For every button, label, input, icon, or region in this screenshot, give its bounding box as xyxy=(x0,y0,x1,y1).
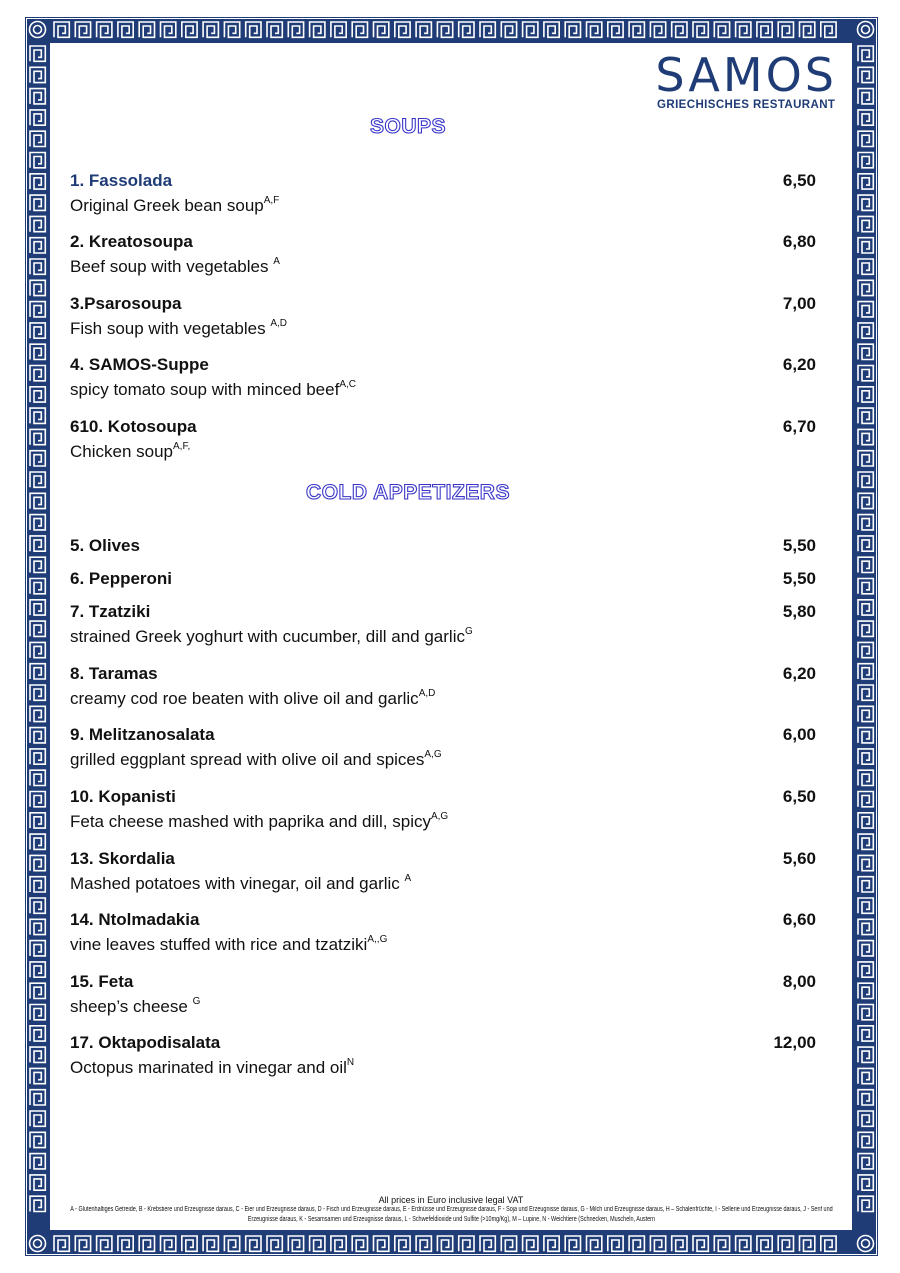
item-name: 2. Kreatosoupa xyxy=(70,232,193,251)
menu-item xyxy=(70,787,816,832)
meander-tile xyxy=(30,1068,45,1083)
meander-tile xyxy=(858,366,873,381)
meander-tile xyxy=(30,408,45,423)
allergen-codes: A,G xyxy=(430,811,449,822)
meander-tile xyxy=(331,22,346,37)
meander-tile xyxy=(310,22,325,37)
item-description: Octopus marinated in vinegar and oil xyxy=(70,1058,347,1077)
meander-tile xyxy=(858,877,873,892)
item-price: 8,00 xyxy=(782,972,816,991)
meander-tile xyxy=(858,344,873,359)
meander-tile xyxy=(672,1236,687,1251)
meander-tile xyxy=(501,22,516,37)
item-name: 15. Feta xyxy=(70,972,134,991)
item-description: Beef soup with vegetables xyxy=(70,257,274,276)
meander-tile xyxy=(523,1236,538,1251)
meander-tile xyxy=(714,1236,729,1251)
allergen-codes: A,G xyxy=(424,749,442,760)
meander-tile xyxy=(30,238,45,253)
meander-tile xyxy=(288,22,303,37)
meander-tile xyxy=(608,22,623,37)
meander-tile xyxy=(30,451,45,466)
menu-item xyxy=(70,972,816,1017)
meander-tile xyxy=(629,22,644,37)
meander-tile xyxy=(203,1236,218,1251)
meander-tile xyxy=(352,1236,367,1251)
meander-tile xyxy=(30,1175,45,1190)
corner-circle xyxy=(34,1240,42,1248)
meander-tile xyxy=(267,1236,282,1251)
item-price: 6,70 xyxy=(782,417,816,436)
meander-tile xyxy=(30,728,45,743)
meander-tile xyxy=(608,1236,623,1251)
meander-tile xyxy=(30,493,45,508)
meander-tile xyxy=(858,664,873,679)
corner-circle xyxy=(30,22,46,38)
meander-tile xyxy=(182,22,197,37)
item-price: 6,00 xyxy=(782,725,816,744)
allergen-codes: A,F, xyxy=(173,441,191,452)
meander-tile xyxy=(30,706,45,721)
meander-tile xyxy=(858,472,873,487)
meander-tile xyxy=(118,1236,133,1251)
meander-tile xyxy=(395,22,410,37)
meander-tile xyxy=(30,877,45,892)
menu-item xyxy=(70,1033,816,1078)
item-description: grilled eggplant spread with olive oil and spices xyxy=(70,750,425,769)
meander-tile xyxy=(30,941,45,956)
meander-tile xyxy=(858,153,873,168)
meander-tile xyxy=(629,1236,644,1251)
meander-tile xyxy=(650,1236,665,1251)
menu-item xyxy=(70,355,816,400)
meander-tile xyxy=(480,22,495,37)
menu-footer xyxy=(60,1195,842,1225)
meander-tile xyxy=(858,579,873,594)
meander-tile xyxy=(480,1236,495,1251)
meander-tile xyxy=(858,557,873,572)
meander-tile xyxy=(30,515,45,530)
allergen-codes: A,D xyxy=(270,318,288,329)
meander-tile xyxy=(858,216,873,231)
meander-tile xyxy=(30,259,45,274)
meander-tile xyxy=(246,22,261,37)
meander-tile xyxy=(523,22,538,37)
meander-tile xyxy=(161,22,176,37)
item-price: 5,50 xyxy=(782,536,816,555)
meander-tile xyxy=(858,387,873,402)
meander-tile xyxy=(736,22,751,37)
meander-tile xyxy=(858,1132,873,1147)
meander-tile xyxy=(437,22,452,37)
meander-tile xyxy=(821,1236,836,1251)
meander-tile xyxy=(858,792,873,807)
meander-tile xyxy=(75,22,90,37)
menu-item xyxy=(70,602,816,647)
allergen-codes: A xyxy=(273,256,280,267)
meander-tile xyxy=(544,1236,559,1251)
menu-item xyxy=(70,849,816,894)
vat-note: All prices in Euro inclusive legal VAT xyxy=(378,1195,524,1205)
meander-tile xyxy=(139,22,154,37)
item-name: 610. Kotosoupa xyxy=(70,417,197,436)
meander-tile xyxy=(182,1236,197,1251)
meander-tile xyxy=(858,408,873,423)
meander-tile xyxy=(30,89,45,104)
meander-tile xyxy=(30,46,45,61)
meander-tile xyxy=(30,1047,45,1062)
meander-tile xyxy=(224,22,239,37)
meander-tile xyxy=(858,983,873,998)
meander-tile xyxy=(858,919,873,934)
meander-tile xyxy=(118,22,133,37)
meander-tile xyxy=(30,429,45,444)
item-description: spicy tomato soup with minced beef xyxy=(70,380,340,399)
meander-tile xyxy=(858,621,873,636)
allergen-codes: A,,G xyxy=(367,934,388,945)
meander-tile xyxy=(858,280,873,295)
meander-tile xyxy=(858,259,873,274)
meander-tile xyxy=(97,22,112,37)
corner-circle xyxy=(862,1240,870,1248)
allergen-codes: N xyxy=(346,1057,355,1068)
meander-tile xyxy=(858,323,873,338)
meander-tile xyxy=(331,1236,346,1251)
item-name: 14. Ntolmadakia xyxy=(70,910,200,929)
menu-item xyxy=(70,569,816,589)
meander-tile xyxy=(858,1026,873,1041)
meander-tile xyxy=(97,1236,112,1251)
meander-tile xyxy=(30,536,45,551)
item-name: 13. Skordalia xyxy=(70,849,175,868)
meander-tile xyxy=(693,1236,708,1251)
item-name: 5. Olives xyxy=(70,536,140,555)
meander-tile xyxy=(139,1236,154,1251)
meander-tile xyxy=(30,302,45,317)
meander-tile xyxy=(30,1090,45,1105)
meander-tile xyxy=(858,1047,873,1062)
item-price: 6,60 xyxy=(782,910,816,929)
menu-item xyxy=(70,725,816,770)
meander-tile xyxy=(858,1068,873,1083)
item-description: sheep’s cheese xyxy=(70,997,193,1016)
meander-tile xyxy=(800,22,815,37)
meander-tile xyxy=(30,323,45,338)
meander-tile xyxy=(858,706,873,721)
item-name: 7. Tzatziki xyxy=(70,602,151,621)
allergen-codes: G xyxy=(464,626,473,637)
menu-item xyxy=(70,664,816,709)
allergen-codes: A xyxy=(404,873,412,884)
meander-tile xyxy=(416,1236,431,1251)
item-price: 6,50 xyxy=(782,171,816,190)
meander-tile xyxy=(30,642,45,657)
meander-tile xyxy=(858,131,873,146)
meander-tile xyxy=(858,728,873,743)
allergen-legend: A - Glutenhaltiges Getreide, B - Krebstiere und Erzeugnisse daraus, C - Eier und Erzeugnisse daraus, D - Fisch und Erzeugnisse daraus, E - Erdnüsse und Erzeugnisse daraus, F - Soja und Erzeugnisse daraus, G - Milch und Erzeugnisse daraus, H – Schalenfrüchte, I - Sellerie und Erzeugnisse daraus, J - Senf und Erzeugnisse daraus, K - Sesamsamen und Erzeugnisse daraus, L - Schwefeldioxide und Sulfite (>10mg/Kg), M – Lupine, N - Weichtiere (Schnecken, Muscheln, Austern xyxy=(69,1206,833,1223)
meander-tile xyxy=(30,770,45,785)
meander-tile xyxy=(858,515,873,530)
corner-circle xyxy=(34,26,42,34)
meander-tile xyxy=(30,1026,45,1041)
meander-tile xyxy=(858,1154,873,1169)
section-title-soups: SOUPS xyxy=(369,115,447,138)
meander-tile xyxy=(858,302,873,317)
meander-tile xyxy=(267,22,282,37)
meander-tile xyxy=(858,855,873,870)
meander-tile xyxy=(30,1154,45,1169)
meander-tile xyxy=(858,1005,873,1020)
meander-tile xyxy=(30,621,45,636)
meander-tile xyxy=(416,22,431,37)
corner-circle xyxy=(858,22,874,38)
meander-tile xyxy=(203,22,218,37)
meander-tile xyxy=(858,941,873,956)
allergen-codes: A,F xyxy=(263,195,280,206)
meander-tile xyxy=(778,1236,793,1251)
meander-tile xyxy=(672,22,687,37)
meander-tile xyxy=(858,600,873,615)
item-price: 5,60 xyxy=(782,849,816,868)
meander-tile xyxy=(30,131,45,146)
meander-tile xyxy=(30,685,45,700)
meander-tile xyxy=(858,174,873,189)
meander-tile xyxy=(821,22,836,37)
corner-circle xyxy=(858,1236,874,1252)
meander-tile xyxy=(858,429,873,444)
meander-tile xyxy=(587,22,602,37)
meander-tile xyxy=(858,770,873,785)
meander-tile xyxy=(30,280,45,295)
meander-tile xyxy=(858,46,873,61)
item-price: 6,80 xyxy=(782,232,816,251)
meander-tile xyxy=(30,67,45,82)
meander-tile xyxy=(858,451,873,466)
meander-tile xyxy=(30,919,45,934)
meander-tile xyxy=(565,22,580,37)
meander-tile xyxy=(54,1236,69,1251)
meander-tile xyxy=(30,792,45,807)
allergen-codes: A,C xyxy=(339,379,356,390)
meander-tile xyxy=(858,493,873,508)
meander-tile xyxy=(352,22,367,37)
menu-item xyxy=(70,294,816,339)
meander-tile xyxy=(858,685,873,700)
item-price: 6,20 xyxy=(782,664,816,683)
meander-tile xyxy=(501,1236,516,1251)
meander-tile xyxy=(395,1236,410,1251)
meander-tile xyxy=(714,22,729,37)
meander-tile xyxy=(587,1236,602,1251)
corner-circle xyxy=(862,26,870,34)
meander-tile xyxy=(757,1236,772,1251)
item-description: Fish soup with vegetables xyxy=(70,319,271,338)
item-price: 6,50 xyxy=(782,787,816,806)
meander-tile xyxy=(30,834,45,849)
meander-tile xyxy=(544,22,559,37)
meander-tile xyxy=(161,1236,176,1251)
meander-tile xyxy=(30,813,45,828)
meander-tile xyxy=(30,579,45,594)
meander-tile xyxy=(858,67,873,82)
meander-tile xyxy=(30,387,45,402)
meander-tile xyxy=(858,834,873,849)
meander-tile xyxy=(858,749,873,764)
meander-tile xyxy=(736,1236,751,1251)
item-description: vine leaves stuffed with rice and tzatziki xyxy=(70,935,368,954)
meander-tile xyxy=(30,1196,45,1211)
meander-tile xyxy=(858,1090,873,1105)
meander-tile xyxy=(858,110,873,125)
allergen-codes: G xyxy=(192,996,201,1007)
item-name: 17. Oktapodisalata xyxy=(70,1033,221,1052)
meander-tile xyxy=(858,813,873,828)
meander-tile xyxy=(288,1236,303,1251)
item-name: 3.Psarosoupa xyxy=(70,294,182,313)
item-price: 5,80 xyxy=(782,602,816,621)
meander-tile xyxy=(30,855,45,870)
meander-tile xyxy=(374,1236,389,1251)
meander-tile xyxy=(30,664,45,679)
meander-tile xyxy=(30,1111,45,1126)
item-price: 12,00 xyxy=(773,1033,816,1052)
menu-item xyxy=(70,232,816,277)
meander-tile xyxy=(30,216,45,231)
meander-tile xyxy=(858,89,873,104)
menu-page xyxy=(50,43,852,1230)
meander-tile xyxy=(30,898,45,913)
meander-tile xyxy=(374,22,389,37)
item-description: Original Greek bean soup xyxy=(70,196,264,215)
item-price: 5,50 xyxy=(782,569,816,588)
meander-tile xyxy=(459,22,474,37)
meander-tile xyxy=(459,1236,474,1251)
meander-tile xyxy=(693,22,708,37)
meander-tile xyxy=(30,110,45,125)
meander-tile xyxy=(75,1236,90,1251)
meander-tile xyxy=(30,174,45,189)
meander-tile xyxy=(30,195,45,210)
meander-tile xyxy=(30,344,45,359)
item-name: 6. Pepperoni xyxy=(70,569,173,588)
meander-tile xyxy=(224,1236,239,1251)
meander-tile xyxy=(650,22,665,37)
meander-tile xyxy=(858,962,873,977)
meander-tile xyxy=(437,1236,452,1251)
menu-item xyxy=(70,171,816,216)
item-name: 9. Melitzanosalata xyxy=(70,725,215,744)
meander-tile xyxy=(30,749,45,764)
meander-tile xyxy=(858,536,873,551)
meander-tile xyxy=(30,472,45,487)
item-description: Feta cheese mashed with paprika and dill, spicy xyxy=(70,812,431,831)
meander-tile xyxy=(800,1236,815,1251)
item-name: 8. Taramas xyxy=(70,664,158,683)
meander-tile xyxy=(30,1005,45,1020)
meander-tile xyxy=(30,153,45,168)
meander-tile xyxy=(757,22,772,37)
logo-title: SAMOS xyxy=(655,48,837,102)
meander-tile xyxy=(54,22,69,37)
item-price: 7,00 xyxy=(782,294,816,313)
meander-tile xyxy=(858,898,873,913)
meander-tile xyxy=(858,1196,873,1211)
item-name: 1. Fassolada xyxy=(70,171,173,190)
item-description: strained Greek yoghurt with cucumber, dill and garlic xyxy=(70,627,465,646)
meander-tile xyxy=(246,1236,261,1251)
item-price: 6,20 xyxy=(782,355,816,374)
meander-tile xyxy=(565,1236,580,1251)
meander-tile xyxy=(310,1236,325,1251)
meander-tile xyxy=(858,1111,873,1126)
meander-tile xyxy=(30,366,45,381)
meander-tile xyxy=(858,195,873,210)
item-name: 4. SAMOS-Suppe xyxy=(70,355,209,374)
meander-tile xyxy=(30,1132,45,1147)
menu-item xyxy=(70,536,816,556)
meander-tile xyxy=(30,983,45,998)
meander-tile xyxy=(858,238,873,253)
meander-tile xyxy=(30,557,45,572)
meander-tile xyxy=(30,962,45,977)
menu-item xyxy=(70,417,816,462)
item-description: Mashed potatoes with vinegar, oil and garlic xyxy=(70,874,405,893)
meander-tile xyxy=(858,1175,873,1190)
section-title-cold-appetizers: COLD APPETIZERS xyxy=(306,481,510,504)
meander-tile xyxy=(778,22,793,37)
item-name: 10. Kopanisti xyxy=(70,787,176,806)
allergen-codes: A,D xyxy=(418,688,436,699)
restaurant-logo xyxy=(655,48,837,111)
logo-subtitle: GRIECHISCHES RESTAURANT xyxy=(657,99,836,111)
item-description: creamy cod roe beaten with olive oil and garlic xyxy=(70,689,419,708)
meander-tile xyxy=(30,600,45,615)
item-description: Chicken soup xyxy=(70,442,174,461)
corner-circle xyxy=(30,1236,46,1252)
menu-item xyxy=(70,910,816,955)
meander-tile xyxy=(858,642,873,657)
